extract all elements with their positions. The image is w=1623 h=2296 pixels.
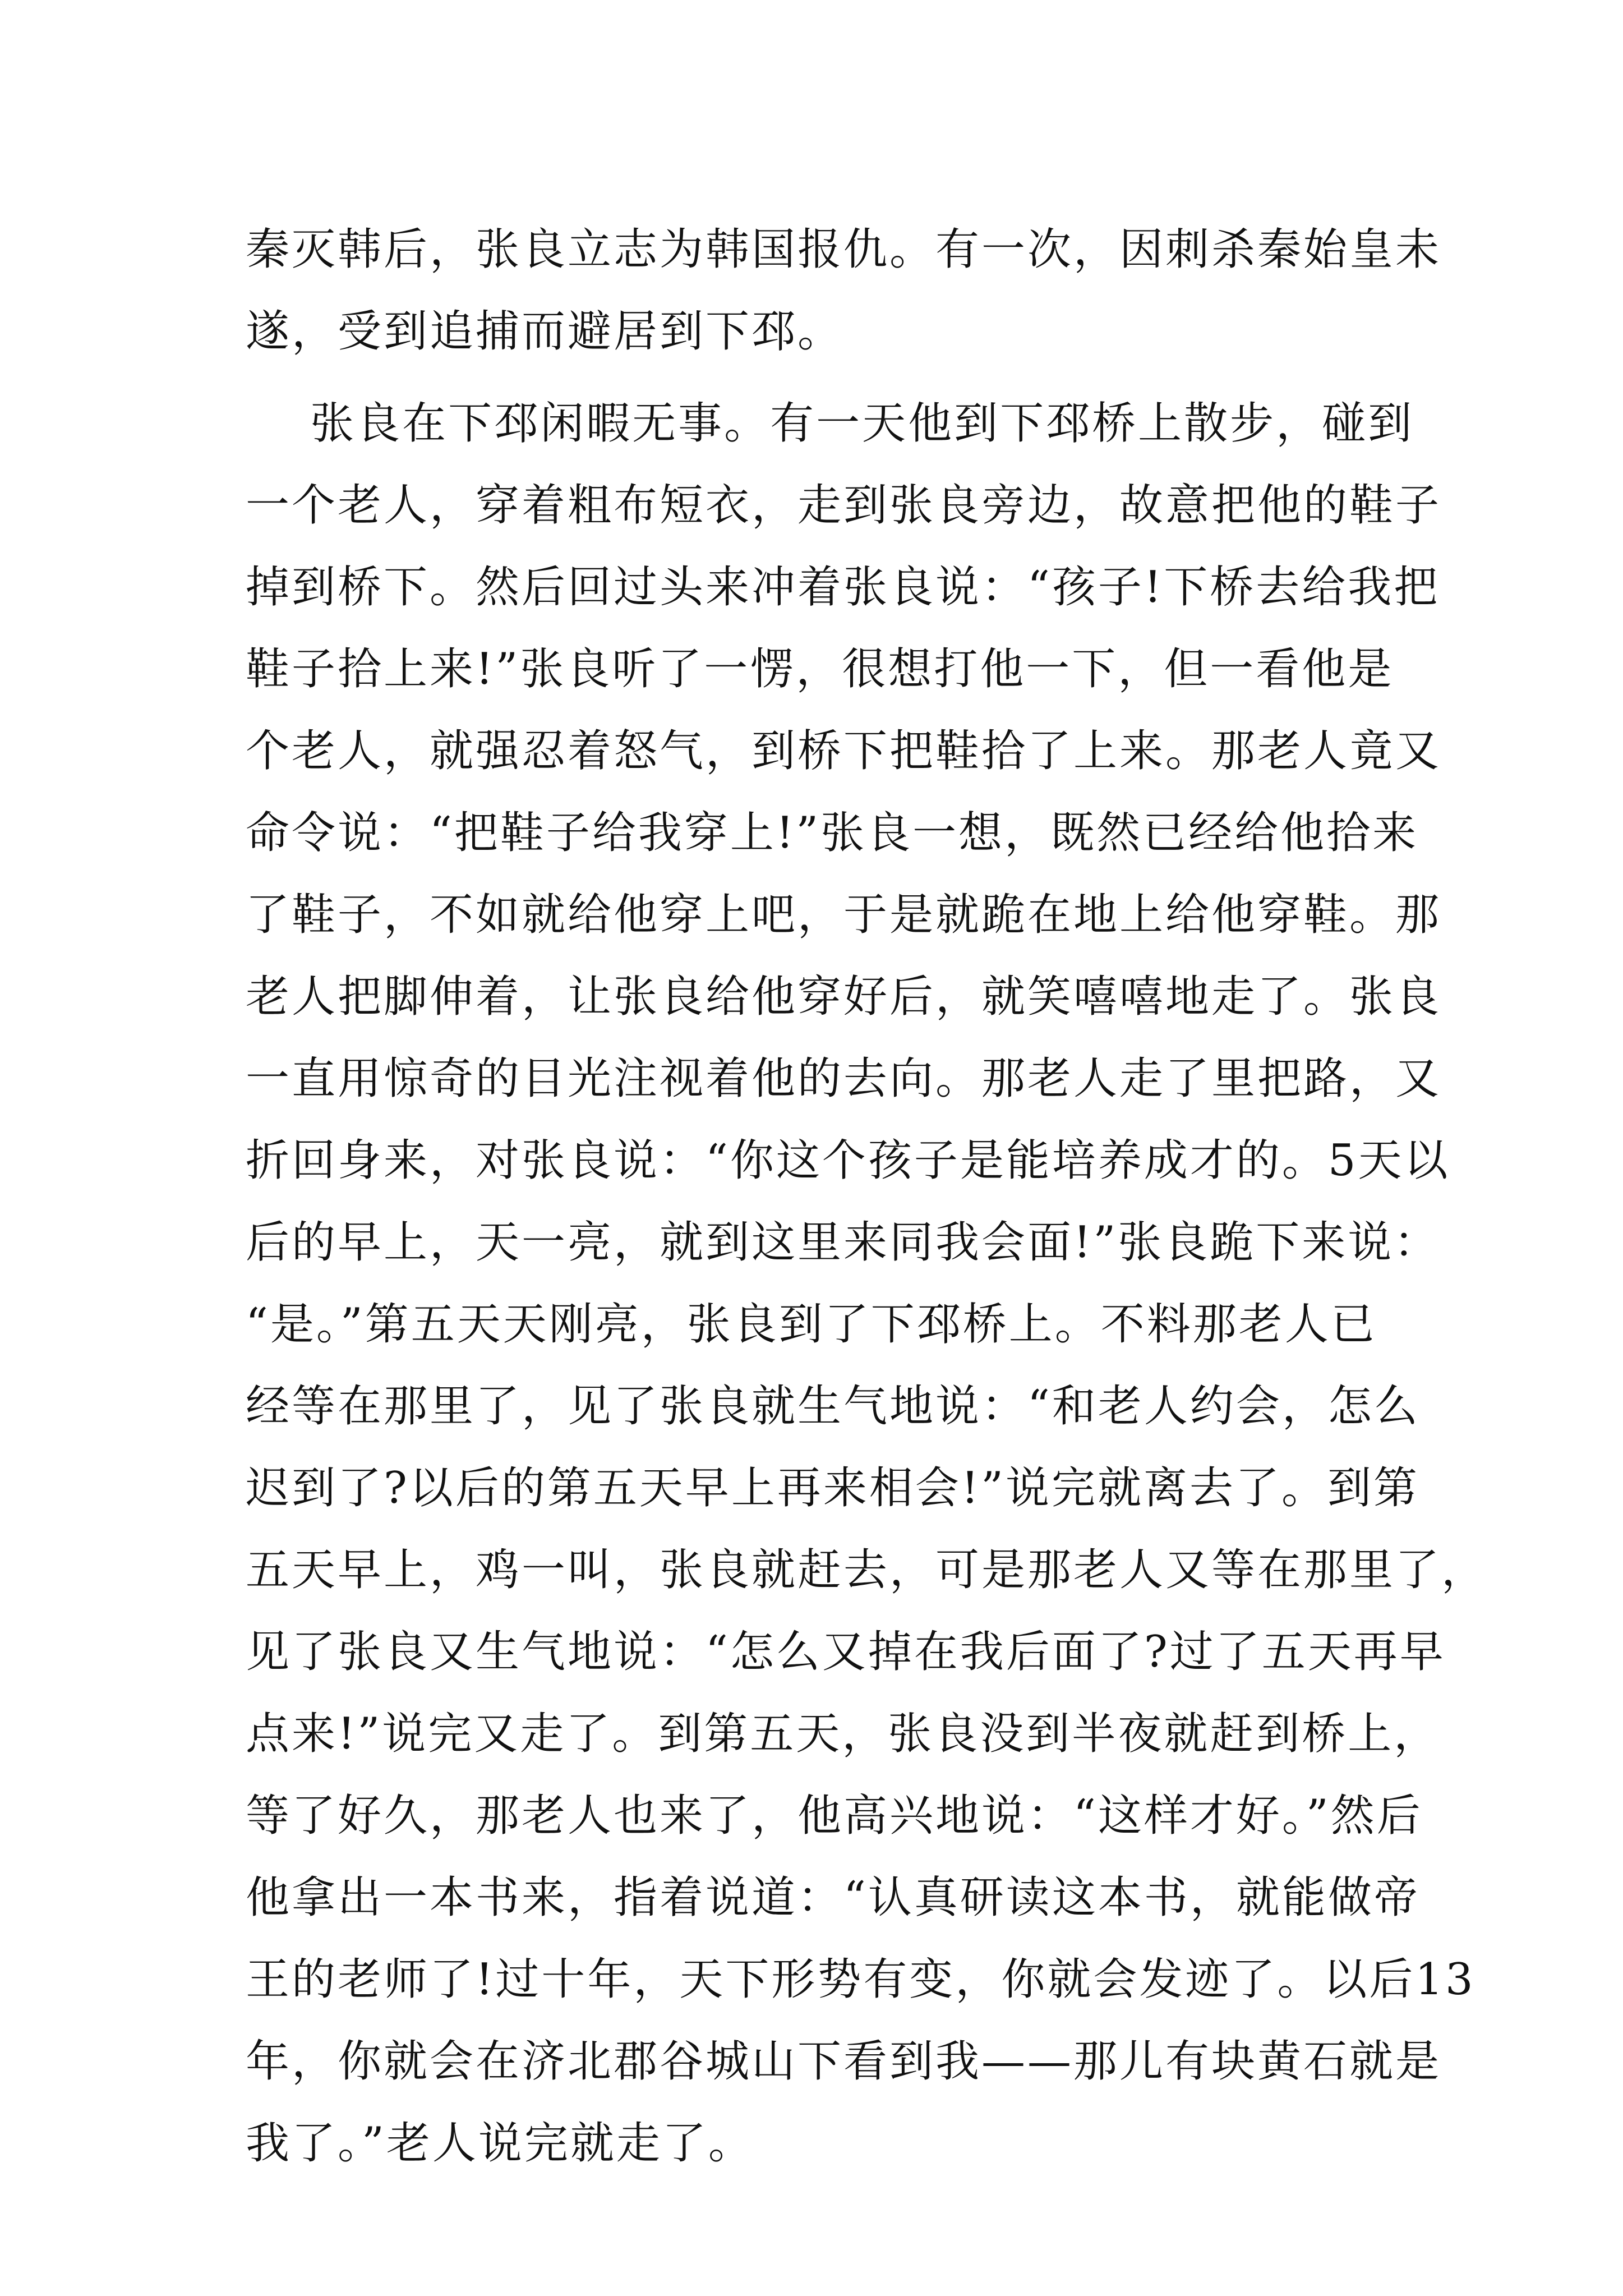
text-line: 一个老人，穿着粗布短衣，走到张良旁边，故意把他的鞋子 — [246, 480, 1442, 531]
text-line: 张良在下邳闲暇无事。有一天他到下邳桥上散步，碰到 — [246, 398, 1414, 449]
text-line: 遂，受到追捕而避居到下邳。 — [246, 306, 844, 357]
text-line: 我了。”老人说完就走了。 — [246, 2118, 754, 2169]
text-line: 个老人，就强忍着怒气，到桥下把鞋拾了上来。那老人竟又 — [246, 726, 1442, 776]
text-line: 命令说：“把鞋子给我穿上!”张良一想，既然已经给他拾来 — [246, 808, 1419, 858]
text-line: 他拿出一本书来，指着说道：“认真研读这本书，就能做帝 — [246, 1872, 1420, 1923]
text-line: 王的老师了!过十年，天下形势有变，你就会发迹了。以后13 — [246, 1954, 1476, 2005]
text-line: 五天早上，鸡一叫，张良就赶去，可是那老人又等在那里了， — [246, 1545, 1488, 1595]
text-line: 折回身来，对张良说：“你这个孩子是能培养成才的。5天以 — [246, 1135, 1450, 1186]
story-text — [246, 209, 1488, 2184]
text-line: 年，你就会在济北郡谷城山下看到我——那儿有块黄石就是 — [246, 2036, 1442, 2087]
text-line: 见了张良又生气地说：“怎么又掉在我后面了?过了五天再早 — [246, 1627, 1446, 1677]
text-line: 迟到了?以后的第五天早上再来相会!”说完就离去了。到第 — [246, 1463, 1420, 1513]
text-line: 秦灭韩后，张良立志为韩国报仇。有一次，因刺杀秦始皇未 — [246, 224, 1442, 275]
paragraph-gap — [246, 372, 1423, 383]
text-line: 经等在那里了，见了张良就生气地说：“和老人约会，怎么 — [246, 1381, 1420, 1432]
text-line: 了鞋子，不如就给他穿上吧，于是就跪在地上给他穿鞋。那 — [246, 890, 1442, 940]
text-line: 鞋子拾上来!”张良听了一愣，很想打他一下，但一看他是 — [246, 644, 1394, 694]
text-line: “是。”第五天天刚亮，张良到了下邳桥上。不料那老人已 — [246, 1299, 1377, 1350]
text-line: 点来!”说完又走了。到第五天，张良没到半夜就赶到桥上， — [246, 1709, 1440, 1759]
text-line: 老人把脚伸着，让张良给他穿好后，就笑嘻嘻地走了。张良 — [246, 972, 1442, 1022]
text-line: 一直用惊奇的目光注视着他的去向。那老人走了里把路，又 — [246, 1053, 1442, 1104]
text-line: 掉到桥下。然后回过头来冲着张良说：“孩子!下桥去给我把 — [246, 562, 1440, 613]
text-line: 后的早上，天一亮，就到这里来同我会面!”张良跪下来说： — [246, 1217, 1440, 1268]
text-line: 等了好久，那老人也来了，他高兴地说：“这样才好。”然后 — [246, 1791, 1423, 1841]
